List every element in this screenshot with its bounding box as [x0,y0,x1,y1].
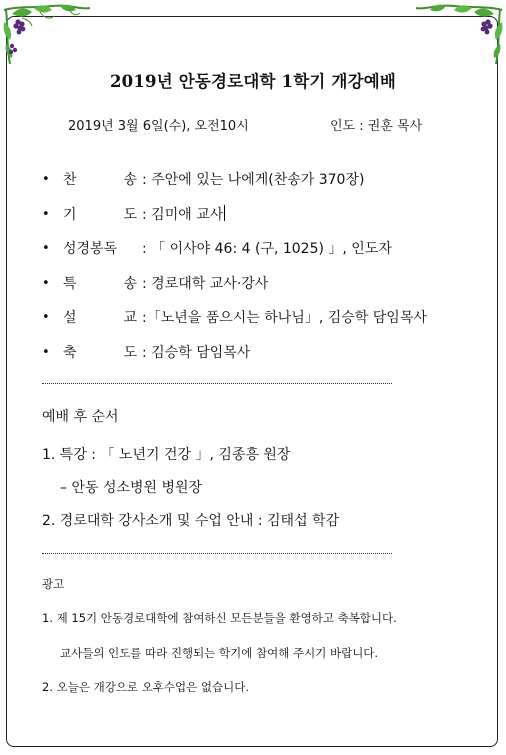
dotted-divider [42,553,392,554]
bullet-icon: • [42,344,50,360]
grapevine-corner-icon [0,2,92,72]
program-label: 기 도 [63,206,137,223]
document-title: 2019년 안동경로대학 1학기 개강예배 [109,72,397,91]
service-date: 2019년 3월 6일(수), 오전10시 [68,119,249,134]
program-value: : 김미애 교사 [142,206,224,223]
notice-title: 광고 [42,577,65,591]
program-value: : 「 이사야 46: 4 (구, 1025) 」, 인도자 [142,241,392,258]
bullet-icon: • [42,172,50,187]
bullet-icon: • [42,310,50,326]
program-value: : 주안에 있는 나에게(찬송가 370장) [142,172,365,188]
after-service-item-intro: 2. 경로대학 강사소개 및 수업 안내 : 김태섭 학감 [42,513,340,529]
program-label: 축 도 [63,344,137,361]
service-leader: 인도 : 권훈 목사 [330,119,423,134]
bullet-icon: • [42,275,50,291]
program-value: : 경로대학 교사·강사 [142,275,269,292]
after-service-item-lecture-sub: – 안동 성소병원 병원장 [60,480,203,496]
bullet-icon: • [42,241,50,257]
program-label: 특 송 [63,275,137,292]
notice-item-welcome: 1. 제 15기 안동경로대학에 참여하신 모든분들을 환영하고 축복합니다. [42,611,397,625]
grapevine-corner-icon [414,2,506,72]
program-label: 성경봉독 [63,241,118,258]
notice-item-no-class: 2. 오늘은 개강으로 오후수업은 없습니다. [42,680,249,694]
notice-item-welcome-cont: 교사들의 인도를 따라 진행되는 학기에 참여해 주시기 바랍니다. [60,646,379,660]
dotted-divider [42,383,392,384]
program-value: :「노년을 품으시는 하나님」, 김승학 담임목사 [142,310,427,327]
after-service-title: 예배 후 순서 [42,409,119,425]
program-label: 설 교 [63,310,137,327]
text-cursor [224,205,225,221]
program-value: : 김승학 담임목사 [142,344,251,361]
bullet-icon: • [42,206,50,222]
after-service-item-lecture: 1. 특강 : 「 노년기 건강 」, 김종흥 원장 [42,447,291,463]
program-label: 찬 송 [63,172,137,188]
